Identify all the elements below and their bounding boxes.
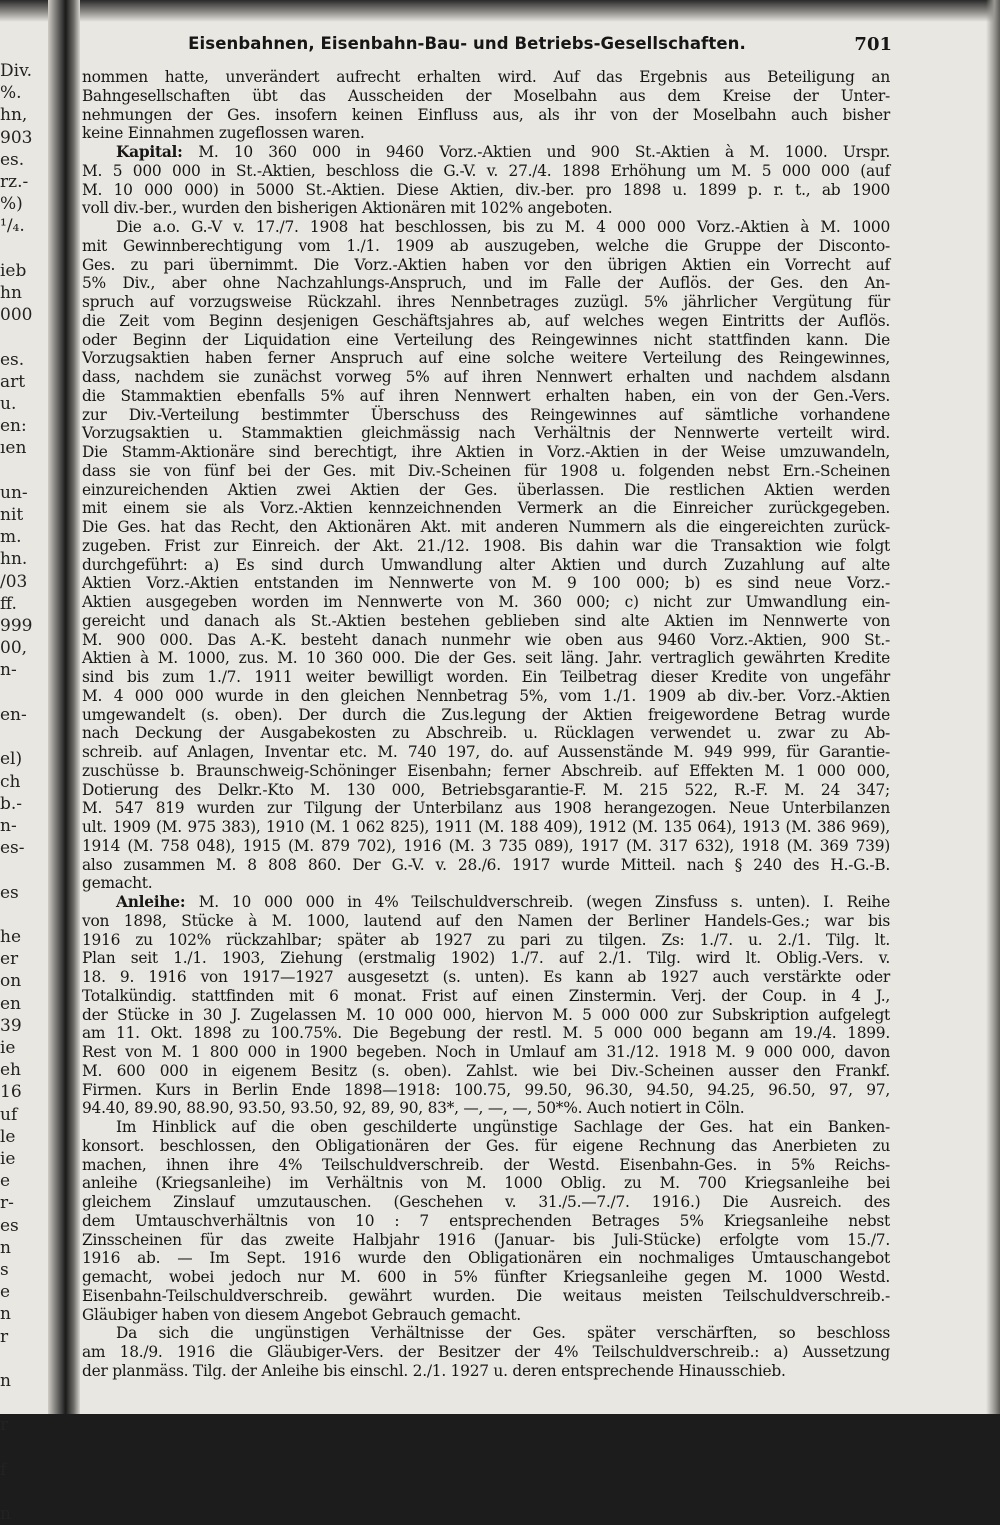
text-line <box>82 593 890 612</box>
margin-fragment <box>0 1481 48 1503</box>
paragraph <box>82 143 890 218</box>
text-line <box>82 331 890 350</box>
margin-fragment: u. <box>0 394 17 415</box>
margin-fragment <box>0 238 48 260</box>
margin-fragment: en: <box>0 416 27 437</box>
text-line <box>82 368 890 387</box>
line-text: machen, ihnen ihre 4% Teilschuldverschreib. der Westd. Eisenbahn-Ges. in 5% Reichs- <box>82 1155 890 1174</box>
margin-fragment: f <box>0 1459 7 1480</box>
margin-fragment: ¹/₄. <box>0 216 25 237</box>
margin-fragment: n <box>0 1370 11 1391</box>
text-line <box>82 406 890 425</box>
text-line <box>82 687 890 706</box>
line-text: gemacht, wobei jedoch nur M. 600 in 5% fünfter Kriegsanleihe gegen M. 1000 Westd. <box>82 1268 890 1286</box>
line-text: Da sich die ungünstigen Verhältnisse der Ges. später verschärften, so beschloss <box>116 1324 890 1343</box>
text-line <box>82 1006 890 1025</box>
text-line <box>82 1156 890 1175</box>
margin-fragment: ch <box>0 771 21 792</box>
text-line <box>82 1212 890 1231</box>
line-text: nach Deckung der Ausgabekosten zu Abschreib. u. Rücklagen verwendet u. zwar zu Ab- <box>82 724 890 743</box>
line-text: M. 10 000 000) in 5000 St.-Aktien. Diese Aktien, div.-ber. pro 1898 u. 1899 p. r. t., ab 1900 <box>82 180 890 199</box>
page-number: 701 <box>854 34 892 55</box>
text-line <box>82 1099 890 1118</box>
text-line <box>82 237 890 256</box>
line-text: spruch auf vorzugsweise Rückzahl. ihres Nennbetrages zuzügl. 5% jährlicher Vergütung für <box>82 293 890 311</box>
margin-fragment: es. <box>0 149 25 170</box>
margin-fragment: ff. <box>0 593 17 614</box>
text-line <box>82 781 890 800</box>
line-text: Eisenbahn-Teilschuldverschreib. gewährt wurden. Die weitaus meisten Teilschuldverschreib.- <box>82 1286 890 1305</box>
line-text: M. 4 000 000 wurde in den gleichen Nennbetrag 5%, vom 1./1. 1909 ab div.-ber. Vorz.-Aktien <box>82 686 890 705</box>
text-line <box>82 1193 890 1212</box>
book-gutter-shadow <box>48 0 80 1414</box>
margin-fragment: uf <box>0 1104 18 1125</box>
margin-fragment: hn, <box>0 105 28 126</box>
line-text: 18. 9. 1916 von 1917—1927 ausgesetzt (s. unten). Es kann ab 1927 auch verstärkte oder <box>82 968 890 986</box>
line-text: dass, nachdem sie zunächst vorweg 5% auf ihren Nennwert erhalten und nachdem alsdann <box>82 368 890 386</box>
margin-fragment: hn. <box>0 549 28 570</box>
line-text: dass sie von fünf bei der Ges. mit Div.-Scheinen für 1908 u. folgenden nebst Ern.-Scheinen <box>82 461 890 480</box>
margin-fragment <box>0 682 48 704</box>
text-line <box>82 1324 890 1343</box>
line-text: also zusammen M. 8 808 860. Der G.-V. v. 28./6. 1917 wurde Mitteil. nach § 240 des H.-G.-B. <box>82 855 890 874</box>
margin-fragment: hn <box>0 283 22 304</box>
line-text: schreib. auf Anlagen, Inventar etc. M. 740 197, do. auf Aussenstände M. 949 999, für Garantie- <box>82 743 890 761</box>
line-text: M. 600 000 in eigenem Besitz (s. oben). Zahlst. wie bei Div.-Scheinen ausser den Frankf. <box>82 1061 890 1080</box>
margin-fragment: s <box>0 1259 9 1280</box>
margin-fragment <box>0 326 48 348</box>
text-line <box>82 724 890 743</box>
margin-fragment <box>0 726 48 748</box>
line-text: zugeben. Frist zur Einreich. der Akt. 21./12. 1908. Bis dahin war die Transaktion wie folgt <box>82 536 890 555</box>
line-text: dem Umtauschverhältnis von 10 : 7 entsprechenden Betrages 5% Kriegsanleihe nebst <box>82 1211 890 1230</box>
line-text: umgewandelt (s. oben). Der durch die Zus.legung der Aktien freigewordene Betrag wurde <box>82 705 890 724</box>
line-text: Im Hinblick auf die oben geschilderte ungünstige Sachlage der Ges. hat ein Banken- <box>116 1118 890 1136</box>
text-line <box>82 1268 890 1287</box>
line-text: Firmen. Kurs in Berlin Ende 1898—1918: 100.75, 99.50, 96.30, 94.50, 94.25, 96.50, 97, 97, <box>82 1080 890 1099</box>
scan-top-shadow <box>0 0 1000 22</box>
margin-fragment: he <box>0 926 22 947</box>
line-text: die Zeit vom Beginn desjenigen Geschäftsjahres ab, auf welches wegen Eintritts der Auflös. <box>82 311 890 330</box>
text-line <box>82 1024 890 1043</box>
margin-fragment <box>0 859 48 881</box>
text-line <box>82 668 890 687</box>
line-text: Gläubiger haben von diesem Angebot Gebrauch gemacht. <box>82 1305 521 1324</box>
text-line <box>82 106 890 125</box>
line-text: M. 10 360 000 in 9460 Vorz.-Aktien und 900 St.-Aktien à M. 1000. Urspr. <box>198 143 890 161</box>
text-line <box>82 893 890 912</box>
text-line <box>82 293 890 312</box>
line-text: M. 10 000 000 in 4% Teilschuldverschreib. (wegen Zinsfuss s. unten). I. Reihe <box>198 893 891 911</box>
margin-fragment: r- <box>0 1193 14 1214</box>
margin-fragment: 999 <box>0 616 33 637</box>
line-text: am 18./9. 1916 die Gläubiger-Vers. der Besitzer der 4% Teilschuldverschreib.: a) Aussetzung <box>82 1343 890 1361</box>
text-line <box>82 631 890 650</box>
line-text: der Stücke in 30 J. Zugelassen M. 10 000 000, hiervon M. 5 000 000 zur Subskription aufgelegt <box>82 1005 890 1024</box>
text-line <box>82 387 890 406</box>
text-line <box>82 443 890 462</box>
text-line <box>82 349 890 368</box>
text-line <box>82 837 890 856</box>
margin-fragment: 00, <box>0 638 28 659</box>
line-text: Die Ges. hat das Recht, den Aktionären Akt. mit anderen Nummern als die eingereichten zurück- <box>82 518 890 536</box>
adjacent-page-margin-fragments <box>0 60 48 1525</box>
margin-fragment: 903 <box>0 127 33 148</box>
line-text: 5% Div., aber ohne Nachzahlungs-Anspruch, und im Falle der Auflös. der Ges. den An- <box>82 274 890 293</box>
line-text: durchgeführt: a) Es sind durch Umwandlung alter Aktien und durch Zuzahlung auf alte <box>82 555 890 574</box>
text-line <box>82 181 890 200</box>
text-line <box>82 143 890 162</box>
margin-fragment: 000 <box>0 305 33 326</box>
text-line <box>82 124 890 143</box>
text-line <box>82 424 890 443</box>
margin-fragment: es. <box>0 349 25 370</box>
text-line <box>82 481 890 500</box>
margin-fragment: ie <box>0 1148 16 1169</box>
text-line <box>82 1231 890 1250</box>
line-text: einzureichenden Aktien zwei Aktien der Ges. überlassen. Die restlichen Aktien werden <box>82 480 890 499</box>
line-text: Dotierung des Delkr.-Kto M. 130 000, Betriebsgarantie-F. M. 215 522, R.-F. M. 24 347; <box>82 780 890 799</box>
paragraph <box>82 1118 890 1324</box>
line-text: 94.40, 89.90, 88.90, 93.50, 93.50, 92, 89, 90, 83*, —, —, —, 50*%. Auch notiert in Cöln. <box>82 1099 745 1118</box>
line-text: gereicht und danach als St.-Aktien bestehen geblieben sind alte Aktien im Nennwerte von <box>82 611 890 630</box>
margin-fragment: el) <box>0 749 23 770</box>
text-line <box>82 706 890 725</box>
margin-fragment: ie <box>0 1037 16 1058</box>
line-text: Aktien à M. 1000, zus. M. 10 360 000. Die der Ges. seit läng. Jahr. vertraglich gewährten Kredite <box>82 649 890 668</box>
text-line <box>82 312 890 331</box>
text-line <box>82 949 890 968</box>
text-line <box>82 1118 890 1137</box>
text-line <box>82 1137 890 1156</box>
paragraph <box>82 68 890 143</box>
text-line <box>82 612 890 631</box>
line-text: sind bis zum 1./7. 1911 weiter bewilligt worden. Ein Teilbetrag dieser Kredite von ungefähr <box>82 668 890 686</box>
line-text: M. 547 819 wurden zur Tilgung der Unterbilanz aus 1908 herangezogen. Neue Unterbilanzen <box>82 799 890 818</box>
line-text: M. 5 000 000 in St.-Aktien, beschloss die G.-V. v. 27./4. 1898 Erhöhung um M. 5 000 000 (auf <box>82 161 890 180</box>
line-text: anleihe (Kriegsanleihe) im Verhältnis von M. 1000 Oblig. zu M. 700 Kriegsanleihe bei <box>82 1174 890 1193</box>
paragraph <box>82 218 890 893</box>
running-header <box>82 34 892 58</box>
margin-fragment: b.- <box>0 793 23 814</box>
margin-fragment: r <box>0 1326 9 1347</box>
margin-fragment: Div. <box>0 61 33 81</box>
main-text-column <box>82 68 890 1381</box>
line-text: zur Div.-Verteilung bestimmter Überschuss des Reingewinnes auf sämtliche vorhandene <box>82 405 890 424</box>
margin-fragment: er <box>0 949 19 970</box>
margin-fragment: r <box>0 1415 9 1436</box>
margin-fragment: en- <box>0 704 27 725</box>
margin-fragment: on <box>0 971 22 992</box>
line-text: 1916 ab. — Im Sept. 1916 wurde den Obligationären ein nochmaliges Umtauschangebot <box>82 1249 890 1268</box>
margin-fragment: ıen <box>0 438 27 459</box>
section-lead: Kapital: <box>116 143 199 161</box>
header-title: Eisenbahnen, Eisenbahn-Bau- und Betriebs-Gesellschaften. <box>188 34 746 53</box>
margin-fragment: eh <box>0 1060 22 1081</box>
text-line <box>82 1306 890 1325</box>
text-line <box>82 1043 890 1062</box>
line-text: oder Beginn der Liquidation eine Verteilung des Reingewinnes nicht stattfinden kann. Die <box>82 330 890 349</box>
text-line <box>82 256 890 275</box>
text-line <box>82 874 890 893</box>
line-text: Die a.o. G.-V v. 17./7. 1908 hat beschlossen, bis zu M. 4 000 000 Vorz.-Aktien à M. 1000 <box>116 218 890 236</box>
line-text: nommen hatte, unverändert aufrecht erhalten wird. Auf das Ergebnis aus Beteiligung an <box>82 68 890 86</box>
text-line <box>82 574 890 593</box>
text-line <box>82 987 890 1006</box>
text-line <box>82 856 890 875</box>
margin-fragment: es <box>0 882 19 903</box>
line-text: die Stammaktien ebenfalls 5% auf ihren Nennwert erhalten haben, ein von der Gen.-Vers. <box>82 386 890 405</box>
line-text: ult. 1909 (M. 975 383), 1910 (M. 1 062 825), 1911 (M. 188 409), 1912 (M. 135 064), 1913 (M. 386 969), <box>82 818 890 836</box>
line-text: 1916 zu 102% rückzahlbar; später ab 1927 zu pari zu tilgen. Zs: 1./7. u. 2./1. Tilg. lt. <box>82 930 890 949</box>
line-text: nehmungen der Ges. insofern keinen Einfluss aus, als ihr von der Moselbahn auch bisher <box>82 105 890 124</box>
text-line <box>82 649 890 668</box>
text-line <box>82 556 890 575</box>
margin-fragment <box>0 460 48 482</box>
line-text: von 1898, Stücke à M. 1000, lautend auf den Namen der Berliner Handels-Ges.; war bis <box>82 911 890 930</box>
margin-fragment: n <box>0 1237 11 1258</box>
text-line <box>82 537 890 556</box>
line-text: Vorzugsaktien haben ferner Anspruch auf eine solche weitere Verteilung des Reingewinnes, <box>82 349 890 368</box>
text-line <box>82 1249 890 1268</box>
margin-fragment: %. <box>0 83 22 104</box>
margin-fragment: le <box>0 1126 16 1147</box>
line-text: voll div.-ber., wurden den bisherigen Aktionären mit 102% angeboten. <box>82 199 613 218</box>
line-text: Aktien ausgegeben worden im Nennwerte von M. 360 000; c) nicht zur Umwandlung ein- <box>82 593 890 611</box>
margin-fragment: n <box>0 1304 11 1325</box>
text-line <box>82 199 890 218</box>
line-text: Ges. zu pari übernimmt. Die Vorz.-Aktien haben vor den übrigen Aktien ein Vorrecht auf <box>82 255 890 274</box>
text-line <box>82 762 890 781</box>
line-text: keine Einnahmen zugeflossen waren. <box>82 124 365 143</box>
text-line <box>82 1062 890 1081</box>
margin-fragment <box>0 904 48 926</box>
margin-fragment: rz.- <box>0 172 29 193</box>
text-line <box>82 1343 890 1362</box>
margin-fragment: 16 <box>0 1082 22 1103</box>
line-text: M. 900 000. Das A.-K. besteht danach nunmehr wie oben aus 9460 Vorz.-Aktien, 900 St.- <box>82 630 890 649</box>
line-text: 1914 (M. 758 048), 1915 (M. 879 702), 1916 (M. 3 735 089), 1917 (M. 317 632), 1918 (M. 369 739) <box>82 836 890 855</box>
margin-fragment: es <box>0 1215 19 1236</box>
text-line <box>82 968 890 987</box>
line-text: mit Gewinnberechtigung vom 1./1. 1909 ab auszugeben, welche die Gruppe der Disconto- <box>82 236 890 255</box>
margin-fragment: art <box>0 371 26 392</box>
line-text: Plan seit 1./1. 1903, Ziehung (erstmalig 1902) 1./7. auf 2./1. Tilg. wird lt. Oblig.-Vers. v. <box>82 949 890 968</box>
line-text: der planmäss. Tilg. der Anleihe bis einschl. 2./1. 1927 u. deren entsprechende Hinausschieb. <box>82 1361 786 1380</box>
margin-fragment <box>0 1392 48 1414</box>
text-line <box>82 162 890 181</box>
line-text: mit einem sie als Vorz.-Aktien kennzeichnenden Vermerk an die Einreicher zurückgegeben. <box>82 499 890 518</box>
text-line <box>82 912 890 931</box>
line-text: gemacht. <box>82 874 153 893</box>
text-line <box>82 499 890 518</box>
margin-fragment: un- <box>0 482 28 503</box>
line-text: zuschüsse b. Braunschweig-Schöninger Eisenbahn; ferner Abschreib. auf Effekten M. 1 000 000, <box>82 761 890 780</box>
margin-fragment: en <box>0 993 22 1014</box>
text-line <box>82 218 890 237</box>
margin-fragment: e <box>0 1282 11 1303</box>
text-line <box>82 743 890 762</box>
line-text: Rest von M. 1 800 000 in 1900 begeben. Noch in Umlauf am 31./12. 1918 M. 9 000 000, davon <box>82 1043 890 1061</box>
text-line <box>82 462 890 481</box>
text-line <box>82 87 890 106</box>
margin-fragment: e <box>0 1171 11 1192</box>
margin-fragment: 39 <box>0 1015 22 1036</box>
section-lead: Anleihe: <box>116 893 199 911</box>
margin-fragment: es- <box>0 838 25 859</box>
text-line <box>82 931 890 950</box>
paragraph <box>82 1324 890 1380</box>
text-line <box>82 1174 890 1193</box>
text-line <box>82 68 890 87</box>
paragraph <box>82 893 890 1118</box>
text-line <box>82 518 890 537</box>
text-line <box>82 1362 890 1381</box>
margin-fragment <box>0 1348 48 1370</box>
margin-fragment: m. <box>0 527 22 548</box>
text-line <box>82 1287 890 1306</box>
text-line <box>82 799 890 818</box>
line-text: Bahngesellschaften übt das Ausscheiden der Moselbahn aus dem Kreise der Unter- <box>82 86 890 105</box>
line-text: Aktien Vorz.-Aktien entstanden im Nennwerte von M. 9 100 000; b) es sind neue Vorz.- <box>82 574 890 593</box>
margin-fragment: ieb <box>0 260 27 281</box>
text-line <box>82 1081 890 1100</box>
page-right-edge-shadow <box>986 0 1000 1414</box>
line-text: konsort. beschlossen, den Obligationären der Ges. für eigene Rechnung das Anerbieten zu <box>82 1136 890 1155</box>
line-text: Vorzugsaktien u. Stammaktien gleichmässig nach Verhältnis der Nennwerte verteilt wird. <box>82 424 890 443</box>
line-text: Zinsscheinen für das zweite Halbjahr 1916 (Januar- bis Juli-Stücke) erfolgte vom 15./7. <box>82 1230 890 1249</box>
margin-fragment: /03 <box>0 571 28 592</box>
text-line <box>82 274 890 293</box>
text-line <box>82 818 890 837</box>
margin-fragment: n <box>0 1504 11 1525</box>
line-text: Die Stamm-Aktionäre sind berechtigt, ihre Aktien in Vorz.-Aktien in der Weise umzuwandeln, <box>82 443 890 461</box>
margin-fragment <box>0 1437 48 1459</box>
line-text: gleichem Zinslauf umzutauschen. (Geschehen v. 31./5.—7./7. 1916.) Die Ausreich. des <box>82 1193 890 1211</box>
margin-fragment: nit <box>0 505 24 526</box>
margin-fragment: n- <box>0 660 17 681</box>
line-text: am 11. Okt. 1898 zu 100.75%. Die Begebung der restl. M. 5 000 000 begann am 19./4. 1899. <box>82 1024 890 1043</box>
margin-fragment: %) <box>0 194 23 215</box>
margin-fragment: n- <box>0 815 17 836</box>
line-text: Totalkündig. stattfinden mit 6 monat. Frist auf einen Zinstermin. Verj. der Coup. in 4 J., <box>82 986 890 1005</box>
